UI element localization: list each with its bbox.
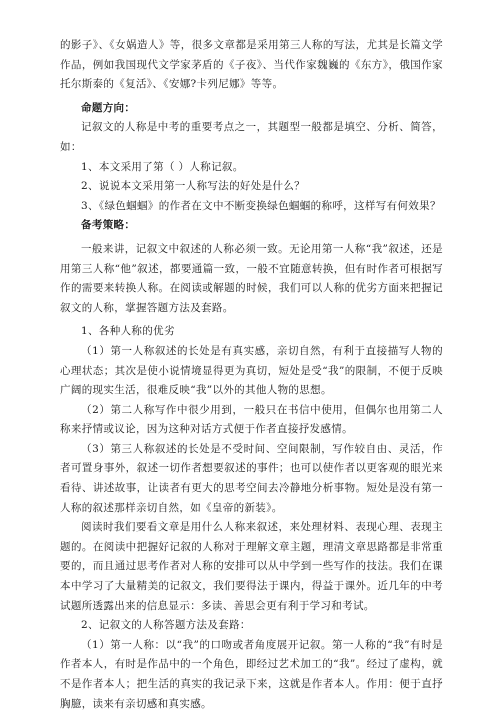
section-1-item-2: （2）第二人称写作中很少用到，一般只在书信中使用，但偶尔也用第二人称来抒情或议论，因为这种对话方式便于作者直接抒发感情。 [60,403,443,436]
heading-strategy: 备考策略： [81,219,136,232]
question-2: 2、说说本文采用第一人称写法的好处是什么？ [81,180,306,193]
question-1: 1、本文采用了第（ ）人称记叙。 [81,160,244,173]
intro-paragraph: 的影子》、《女娲造人》等，很多文章都是采用第三人称的写法，尤其是长篇文学作品，例如我国现代文学家茅盾的《子夜》、当代作家魏巍的《东方》，俄国作家托尔斯泰的《复活》、《安娜?卡列尼娜》等等。 [60,39,443,91]
heading-exam-direction: 命题方向： [81,101,136,114]
paragraph-strategy: 一般来讲，记叙文中叙述的人称必须一致。无论用第一人称“我”叙述，还是用第三人称“他”叙述，都要通篇一致，一般不宜随意转换，但有时作者可根据写作的需要来转换人称。在阅读或解题的时候，我们可以人称的优劣方面来把握记叙文的人称，掌握答题方法及套路。 [60,242,443,314]
paragraph-reading: 阅读时我们要看文章是用什么人称来叙述，来处理材料、表现心理、表现主题的。在阅读中把握好记叙的人称对于理解文章主题，理清文章思路都是非常重要的，而且通过思考作者对人称的安排可以从中学到一些写作的技法。我们在课本中学习了大量精美的记叙文，我们要得法于课内，得益于课外。近几年的中考试题所透露出来的信息显示：多读、善思会更有利于学习和考试。 [60,521,443,612]
section-2-title: 2、记叙文的人称答题方法及套路： [81,619,251,632]
section-1-item-1: （1）第一人称叙述的长处是有真实感，亲切自然，有利于直接描写人物的心理状态；其次是使小说情境显得更为真切，短处是受“我”的限制，不便于反映广阔的现实生活，很难反映“我”以外的其他人物的思想。 [60,344,443,397]
section-2-item-1: （1）第一人称：以“我”的口吻或者角度展开记叙。第一人称的“我”有时是作者本人，有时是作品中的一个角色，即经过艺术加工的“我”。经过了虚构，就不是作者本人；把生活的真实的我记录下来，这就是作者本人。作用：便于直抒胸臆，读来有亲切感和真实感。 [60,638,443,710]
question-3: 3、《绿色蝈蝈》的作者在文中不断变换绿色蝈蝈的称呼，这样写有何效果？ [81,199,441,212]
section-1-title: 1、各种人称的优劣 [81,325,175,338]
section-1-item-3: （3）第三人称叙述的长处是不受时间、空间限制，写作较自由、灵活，作者可置身事外，叙述一切作者想要叙述的事件；也可以使作者以更客观的眼光来看待、讲述故事，让读者有更大的思考空间去冷静地分析事物。短处是没有第一人称的叙述那样亲切自然，如《皇帝的新装》。 [60,442,443,514]
paragraph-exam-direction: 记叙文的人称是中考的重要考点之一，其题型一般都是填空、分析、简答，如： [60,121,443,153]
